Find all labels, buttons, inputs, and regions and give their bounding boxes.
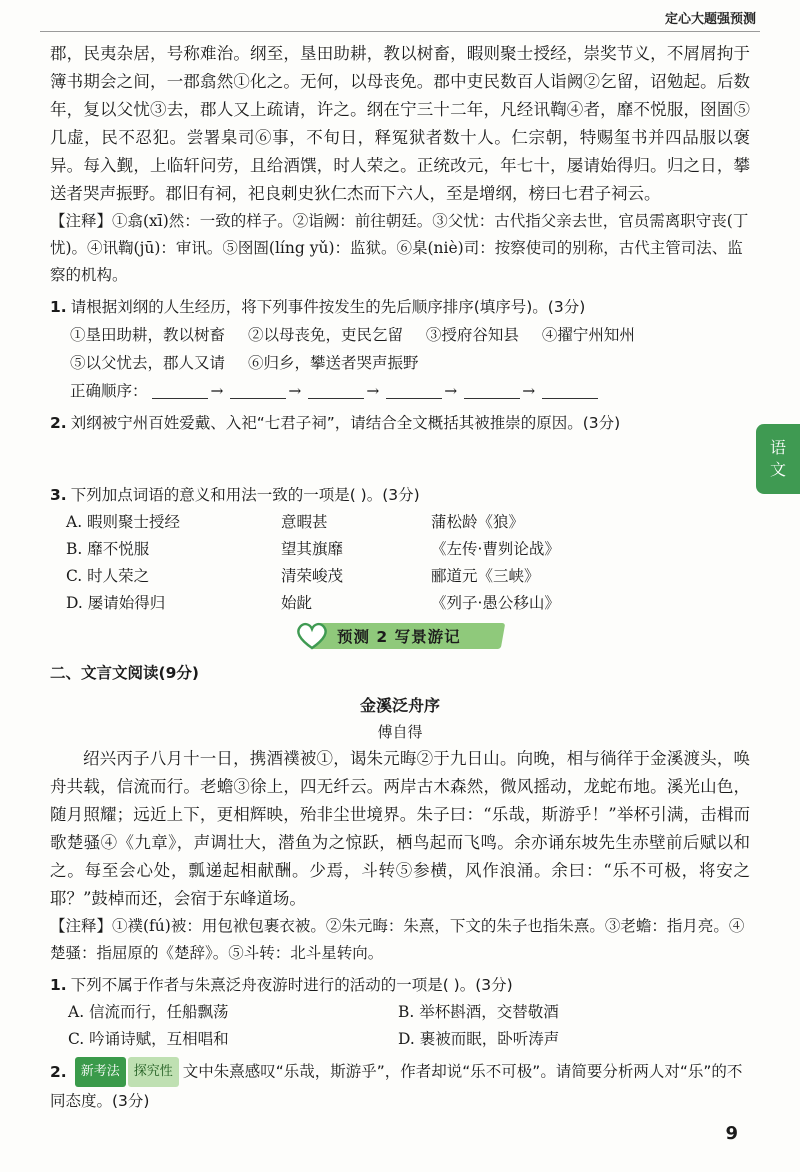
question-5-number: 2. [50,1062,67,1081]
section-banner [295,621,505,651]
article-title: 金溪泛舟序 [359,696,440,715]
question-tags [75,1057,179,1087]
option-row[interactable] [66,590,750,617]
page-number: 9 [725,1123,738,1144]
header-divider [40,31,760,32]
event-option: ①垦田助耕，教以树畜 [70,326,226,344]
option-source: 蒲松龄《狼》 [431,513,525,531]
order-blank[interactable] [308,385,364,399]
subject-tab-char-1: 语 [769,438,786,457]
arrow-icon: → [522,382,536,400]
question-1-options-row-2 [50,349,750,377]
arrow-icon: → [210,382,224,400]
answer-space[interactable] [50,437,750,477]
question-1-options [50,321,750,349]
header-title: 定心大题强预测 [664,12,756,27]
question-4 [50,971,750,999]
question-4-text: 下列不属于作者与朱熹泛舟夜游时进行的活动的一项是( )。(3分) [70,976,513,994]
choice-d[interactable]: D. 裹被而眠，卧听涛声 [398,1030,560,1048]
order-blank[interactable] [152,385,208,399]
new-method-badge: 新考法 [75,1057,126,1087]
option-compare: 清荣峻茂 [281,567,344,585]
banner-title: 预测 2 写景游记 [337,628,461,646]
arrow-icon: → [444,382,458,400]
event-option: ③授府谷知县 [425,326,519,344]
question-2-text: 刘纲被宁州百姓爱戴、入祀“七君子祠”，请结合全文概括其被推崇的原因。(3分) [70,414,621,432]
subject-tab[interactable] [756,424,800,494]
option-sentence: C. 时人荣之 [66,567,150,585]
option-row[interactable] [66,563,750,590]
order-answer-line [50,377,750,405]
article-notes: 【注释】①襆(fú)被：用包袱包裹衣被。②朱元晦：朱熹，下文的朱子也指朱熹。③老蟾：指月亮。④楚骚：指屈原的《楚辞》。⑤斗转：北斗星转向。 [50,917,745,962]
event-option: ④擢宁州知州 [541,326,635,344]
exploratory-badge: 探究性 [128,1057,179,1087]
passage-1-text: 郡，民夷杂居，号称难治。纲至，垦田助耕，教以树畜，暇则聚士授经，崇奖节义，不屑屑拘于簿书期会之间，一郡翕然①化之。无何，以母丧免。郡中吏民数百人诣阙②乞留，诏勉起。后数年，复以父忧③去，郡人又上疏请，许之。纲在宁三十二年，凡经讯鞫④者，靡不悦服，囹圄⑤几虚，民不忍犯。尝署臬司⑥事，不旬日，释冤狱者数十人。仁宗朝，特赐玺书并四品服以褒异。每入觐，上临轩问劳，且给酒馔，时人荣之。正统改元，年七十，屡请始得归。归之日，攀送者哭声振野。郡旧有祠，祀良刺史狄仁杰而下六人，至是增纲，榜曰七君子祠云。 [50,44,750,203]
option-sentence: B. 靡不悦服 [66,540,150,558]
option-compare: 意暇甚 [281,513,328,531]
order-blank[interactable] [230,385,286,399]
main-content [50,40,750,1115]
option-compare: 望其旗靡 [281,540,344,558]
article-text: 绍兴丙子八月十一日，携酒襆被①，谒朱元晦②于九日山。向晚，相与徜徉于金溪渡头，唤舟共载，信流而行。老蟾③徐上，四无纤云。两岸古木森然，微风摇动，龙蛇布地。溪光山色，随月照耀；远近上下，更相辉映，殆非尘世境界。朱子曰：“乐哉，斯游乎！”举杯引满，击楫而歌楚骚④《九章》，声调壮大，潜鱼为之惊跃，栖鸟起而飞鸣。余亦诵东坡先生赤壁前后赋以和之。每至会心处，瓢递起相献酬。少焉，斗转⑤参横，风作浪涌。余曰：“乐不可极，将安之耶？”鼓棹而还，会宿于东峰道场。 [50,749,750,908]
article-author: 傅自得 [377,723,423,741]
question-3-options [66,509,750,617]
option-compare: 始龀 [281,594,313,612]
option-source: 郦道元《三峡》 [431,567,540,585]
question-4-choices [50,999,750,1053]
choice-b[interactable]: B. 举杯斟酒，交替敬酒 [398,1003,559,1021]
event-option: ②以母丧免，吏民乞留 [247,326,403,344]
question-2 [50,409,750,437]
question-1 [50,293,750,321]
question-3-number: 3. [50,486,67,504]
option-sentence: D. 屡请始得归 [66,594,166,612]
question-3-text: 下列加点词语的意义和用法一致的一项是( )。(3分) [70,486,420,504]
order-blank[interactable] [386,385,442,399]
question-5-text: 文中朱熹感叹“乐哉，斯游乎”，作者却说“乐不可极”。请简要分析两人对“乐”的不同态度。(3分) [50,1062,743,1110]
option-sentence: A. 暇则聚士授经 [66,513,181,531]
option-source: 《左传·曹刿论战》 [431,540,560,558]
heart-icon [295,621,329,651]
arrow-icon: → [366,382,380,400]
arrow-icon: → [288,382,302,400]
event-option: ⑤以父忧去，郡人又请 [70,354,226,372]
order-label: 正确顺序： [70,382,148,400]
passage-1-notes: 【注释】①翕(xī)然：一致的样子。②诣阙：前往朝廷。③父忧：古代指父亲去世，官员需离职守丧(丁忧)。④讯鞫(jū)：审讯。⑤囹圄(líng yǔ)：监狱。⑥臬(niè)司：按察使司的别称，古代主管司法、监察的机构。 [50,212,749,284]
option-source: 《列子·愚公移山》 [431,594,560,612]
question-4-number: 1. [50,976,67,994]
question-3 [50,481,750,509]
option-row[interactable] [66,536,750,563]
question-5 [50,1057,750,1115]
order-blank[interactable] [464,385,520,399]
subject-tab-char-2: 文 [769,460,786,479]
section-2-title: 二、文言文阅读(9分) [50,664,199,682]
choice-c[interactable]: C. 吟诵诗赋，互相唱和 [68,1030,229,1048]
event-option: ⑥归乡，攀送者哭声振野 [247,354,419,372]
order-blank[interactable] [542,385,598,399]
question-2-number: 2. [50,414,67,432]
question-1-text: 请根据刘纲的人生经历，将下列事件按发生的先后顺序排序(填序号)。(3分) [70,298,586,316]
choice-a[interactable]: A. 信流而行，任船飘荡 [68,1003,229,1021]
option-row[interactable] [66,509,750,536]
question-1-number: 1. [50,298,67,316]
